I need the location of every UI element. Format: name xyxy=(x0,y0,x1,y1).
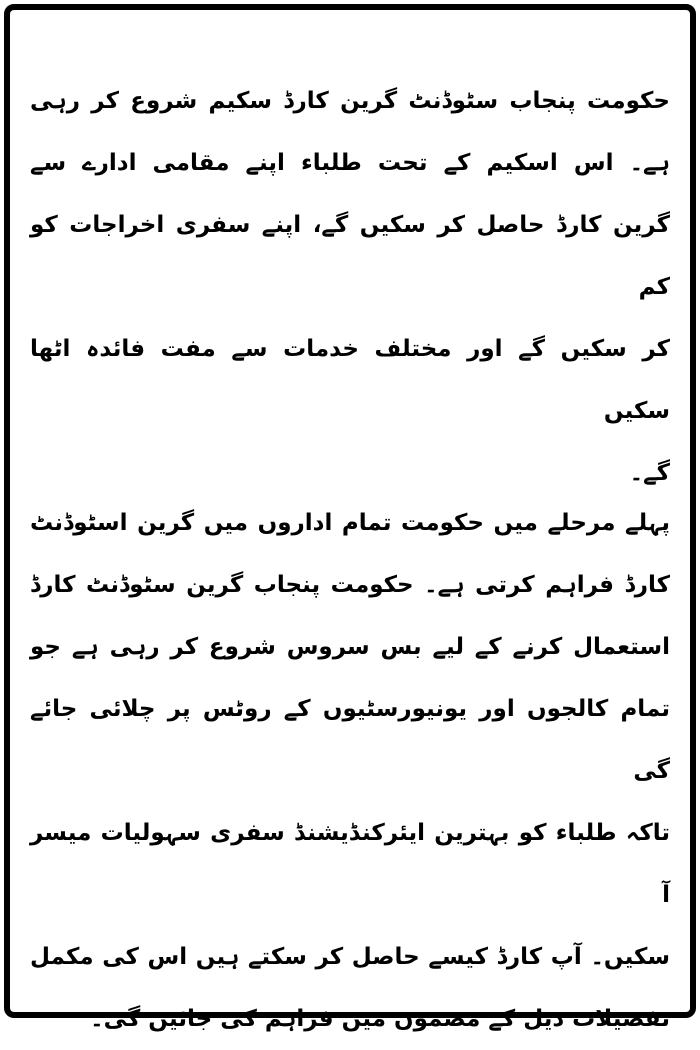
text-line: کر سکیں گے اور مختلف خدمات سے مفت فائدہ اٹھا سکیں xyxy=(30,336,670,424)
text-line: سکیں۔ آپ کارڈ کیسے حاصل کر سکتے ہیں اس کی مکمل xyxy=(30,944,670,970)
text-line: حکومت پنجاب سٹوڈنٹ گرین کارڈ سکیم شروع کر رہی xyxy=(30,88,670,114)
text-line: کارڈ فراہم کرتی ہے۔ حکومت پنجاب گرین سٹوڈنٹ کارڈ xyxy=(30,572,670,598)
text-line: تمام کالجوں اور یونیورسٹیوں کے روٹس پر چلائی جائے گی xyxy=(30,696,670,784)
text-line: گے۔ xyxy=(629,460,670,486)
text-line: تاکہ طلباء کو بہترین ایئرکنڈیشنڈ سفری سہولیات میسر آ xyxy=(30,820,670,908)
text-line: ہے۔ اس اسکیم کے تحت طلباء اپنے مقامی ادارے سے xyxy=(30,150,670,176)
text-line: استعمال کرنے کے لیے بس سروس شروع کر رہی ہے جو xyxy=(30,634,670,660)
paragraph-1 xyxy=(30,70,670,504)
text-line: پہلے مرحلے میں حکومت تمام اداروں میں گرین اسٹوڈنٹ xyxy=(30,510,670,536)
text-line: تفصیلات ذیل کے مضمون میں فراہم کی جائیں گی۔ xyxy=(90,1006,670,1032)
paragraph-2 xyxy=(30,492,670,1050)
text-line: گرین کارڈ حاصل کر سکیں گے، اپنے سفری اخراجات کو کم xyxy=(30,212,670,300)
